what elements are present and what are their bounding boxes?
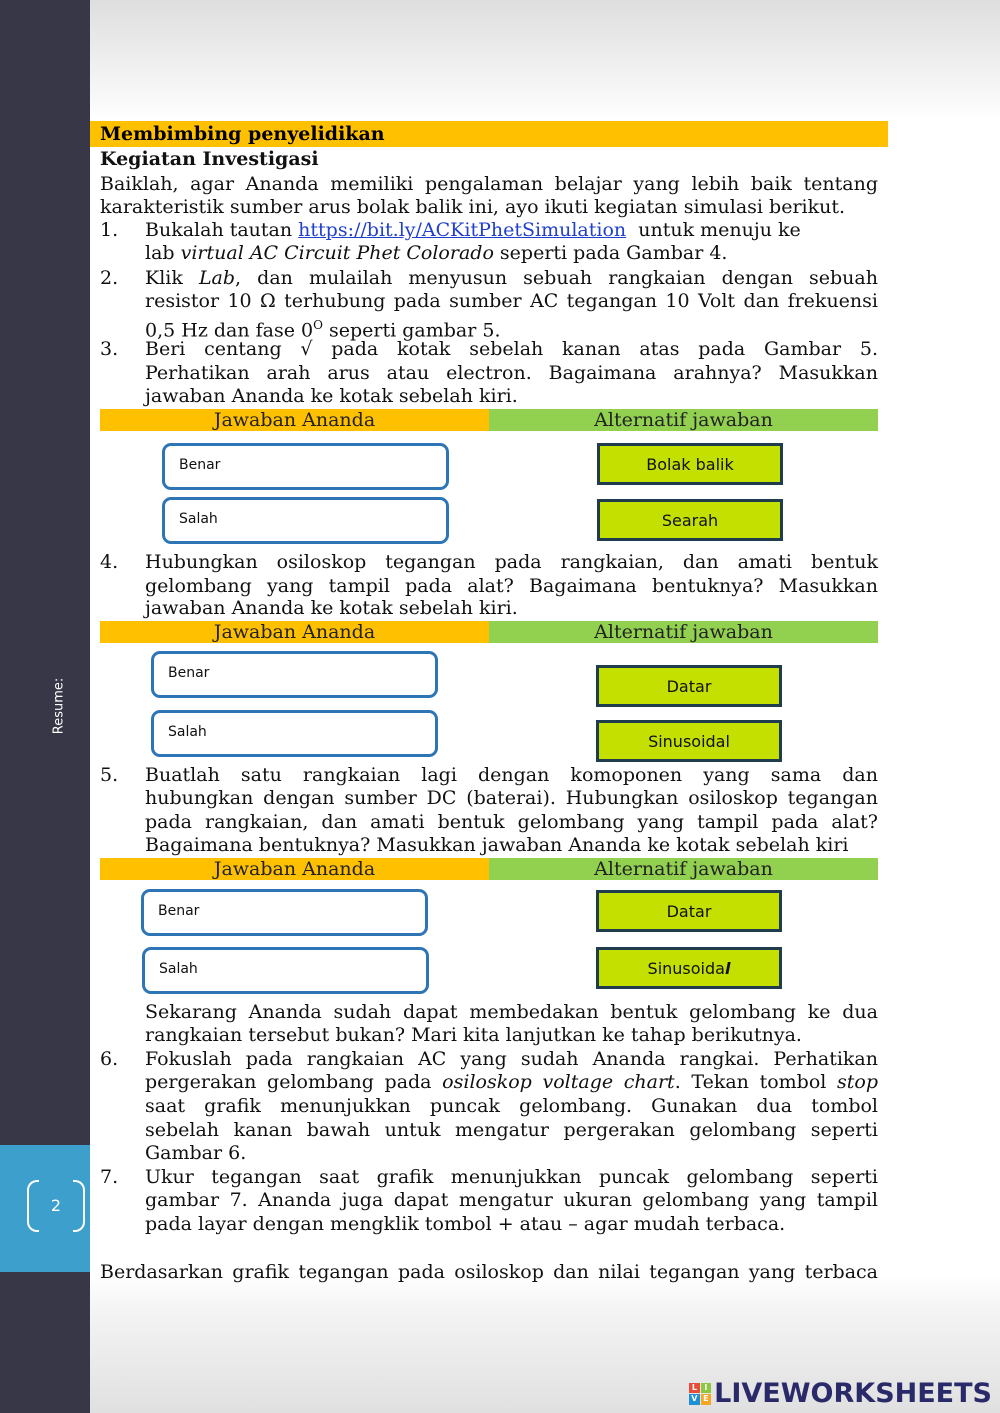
step-7-number: 7. [100,1166,119,1188]
answer-drop-box-3-benar[interactable]: Benar [141,889,428,936]
table-1-left-header: Jawaban Ananda [100,409,489,431]
page-number [27,1180,85,1230]
table-3-left-header: Jawaban Ananda [100,858,489,880]
answer-drop-box-3-salah[interactable]: Salah [142,947,429,994]
step-4-line-2: gelombang yang tampil pada alat? Bagaimana bentuknya? Masukkan [145,575,878,597]
subtitle: Kegiatan Investigasi [100,148,319,170]
table-1-right-header: Alternatif jawaban [489,409,878,431]
step-3-number: 3. [100,338,119,360]
resume-label: Resume: [51,677,67,735]
step-4-number: 4. [100,551,119,573]
answer-drop-box-1-benar[interactable]: Benar [162,443,449,490]
left-bracket [27,1180,39,1232]
simulation-link[interactable]: https://bit.ly/ACKitPhetSimulation [298,219,627,241]
mid-paragraph-line-1: Sekarang Ananda sudah dapat membedakan bentuk gelombang ke dua [145,1001,878,1023]
step-6-line-5: Gambar 6. [145,1142,247,1164]
step-2-line-3: 0,5 Hz dan fase $0^O$ seperti gambar 5. [145,318,501,342]
step-2-line-1: Klik Lab, dan mulailah menyusun sebuah rangkaian dengan sebuah [145,267,878,289]
intro-line-2: karakteristik sumber arus bolak balik ini, ayo ikuti kegiatan simulasi berikut. [100,196,846,218]
step-7-line-3: pada layar dengan mengklik tombol + atau – agar mudah terbaca. [145,1213,786,1235]
answer-drop-box-2-benar[interactable]: Benar [151,651,438,698]
mid-paragraph-line-2: rangkaian tersebut bukan? Mari kita lanjutkan ke tahap berikutnya. [145,1024,802,1046]
intro-line-1: Baiklah, agar Ananda memiliki pengalaman belajar yang lebih baik tentang [100,173,878,195]
closing-line: Berdasarkan grafik tegangan pada osiloskop dan nilai tegangan yang terbaca [100,1261,878,1283]
step-6-line-2: pergerakan gelombang pada osiloskop voltage chart. Tekan tombol stop [145,1071,878,1093]
right-bracket [73,1180,85,1232]
step-6-number: 6. [100,1048,119,1070]
step-5-line-2: hubungkan dengan sumber DC (baterai). Hubungkan osiloskop tegangan [145,787,878,809]
step-1-number: 1. [100,219,119,241]
step-2-line-2: resistor 10 Ω terhubung pada sumber AC tegangan 10 Volt dan frekuensi [145,290,878,312]
table-2-left-header: Jawaban Ananda [100,621,489,643]
section-header: Membimbing penyelidikan [90,121,888,147]
alt-answer-sinusoidal-2[interactable]: Sinusoida l [596,947,782,989]
step-7-line-1: Ukur tegangan saat grafik menunjukkan puncak gelombang seperti [145,1166,878,1188]
alt-answer-searah[interactable]: Searah [597,499,783,541]
table-2-right-header: Alternatif jawaban [489,621,878,643]
answer-drop-box-1-salah[interactable]: Salah [162,497,449,544]
watermark-text: LIVEWORKSHEETS [714,1378,992,1409]
step-7-line-2: gambar 7. Ananda juga dapat mengatur ukuran gelombang yang tampil [145,1189,878,1211]
step-6-line-1: Fokuslah pada rangkaian AC yang sudah Ananda rangkai. Perhatikan [145,1048,878,1070]
table-3-right-header: Alternatif jawaban [489,858,878,880]
step-3-line-1: Beri centang √ pada kotak sebelah kanan atas pada Gambar 5. [145,338,878,360]
step-1-line-2: lab virtual AC Circuit Phet Colorado seperti pada Gambar 4. [145,242,728,264]
step-4-line-3: jawaban Ananda ke kotak sebelah kiri. [145,597,518,619]
page-number-text: 2 [50,1195,62,1215]
step-2-number: 2. [100,267,119,289]
step-6-line-3: saat grafik menunjukkan puncak gelombang. Gunakan dua tombol [145,1095,878,1117]
step-5-line-1: Buatlah satu rangkaian lagi dengan komoponen yang sama dan [145,764,878,786]
step-5-number: 5. [100,764,119,786]
step-4-line-1: Hubungkan osiloskop tegangan pada rangkaian, dan amati bentuk [145,551,878,573]
step-6-line-4: sebelah kanan bawah untuk mengatur pergerakan gelombang seperti [145,1119,878,1141]
alt-answer-bolak-balik[interactable]: Bolak balik [597,443,783,485]
step-5-line-4: Bagaimana bentuknya? Masukkan jawaban Ananda ke kotak sebelah kiri [145,834,849,856]
step-5-line-3: pada rangkaian, dan amati bentuk gelombang yang tampil pada alat? [145,811,878,833]
liveworksheets-logo-icon: L I V E [689,1383,711,1405]
answer-drop-box-2-salah[interactable]: Salah [151,710,438,757]
alt-answer-datar[interactable]: Datar [596,665,782,707]
alt-answer-datar-2[interactable]: Datar [596,890,782,932]
step-3-line-2: Perhatikan arah arus atau electron. Bagaimana arahnya? Masukkan [145,362,878,384]
step-1-line-1: Bukalah tautan https://bit.ly/ACKitPhetSimulation untuk menuju ke [145,219,801,241]
alt-answer-sinusoidal[interactable]: Sinusoidal [596,720,782,762]
step-3-line-3: jawaban Ananda ke kotak sebelah kiri. [145,385,518,407]
liveworksheets-watermark [689,1378,992,1409]
